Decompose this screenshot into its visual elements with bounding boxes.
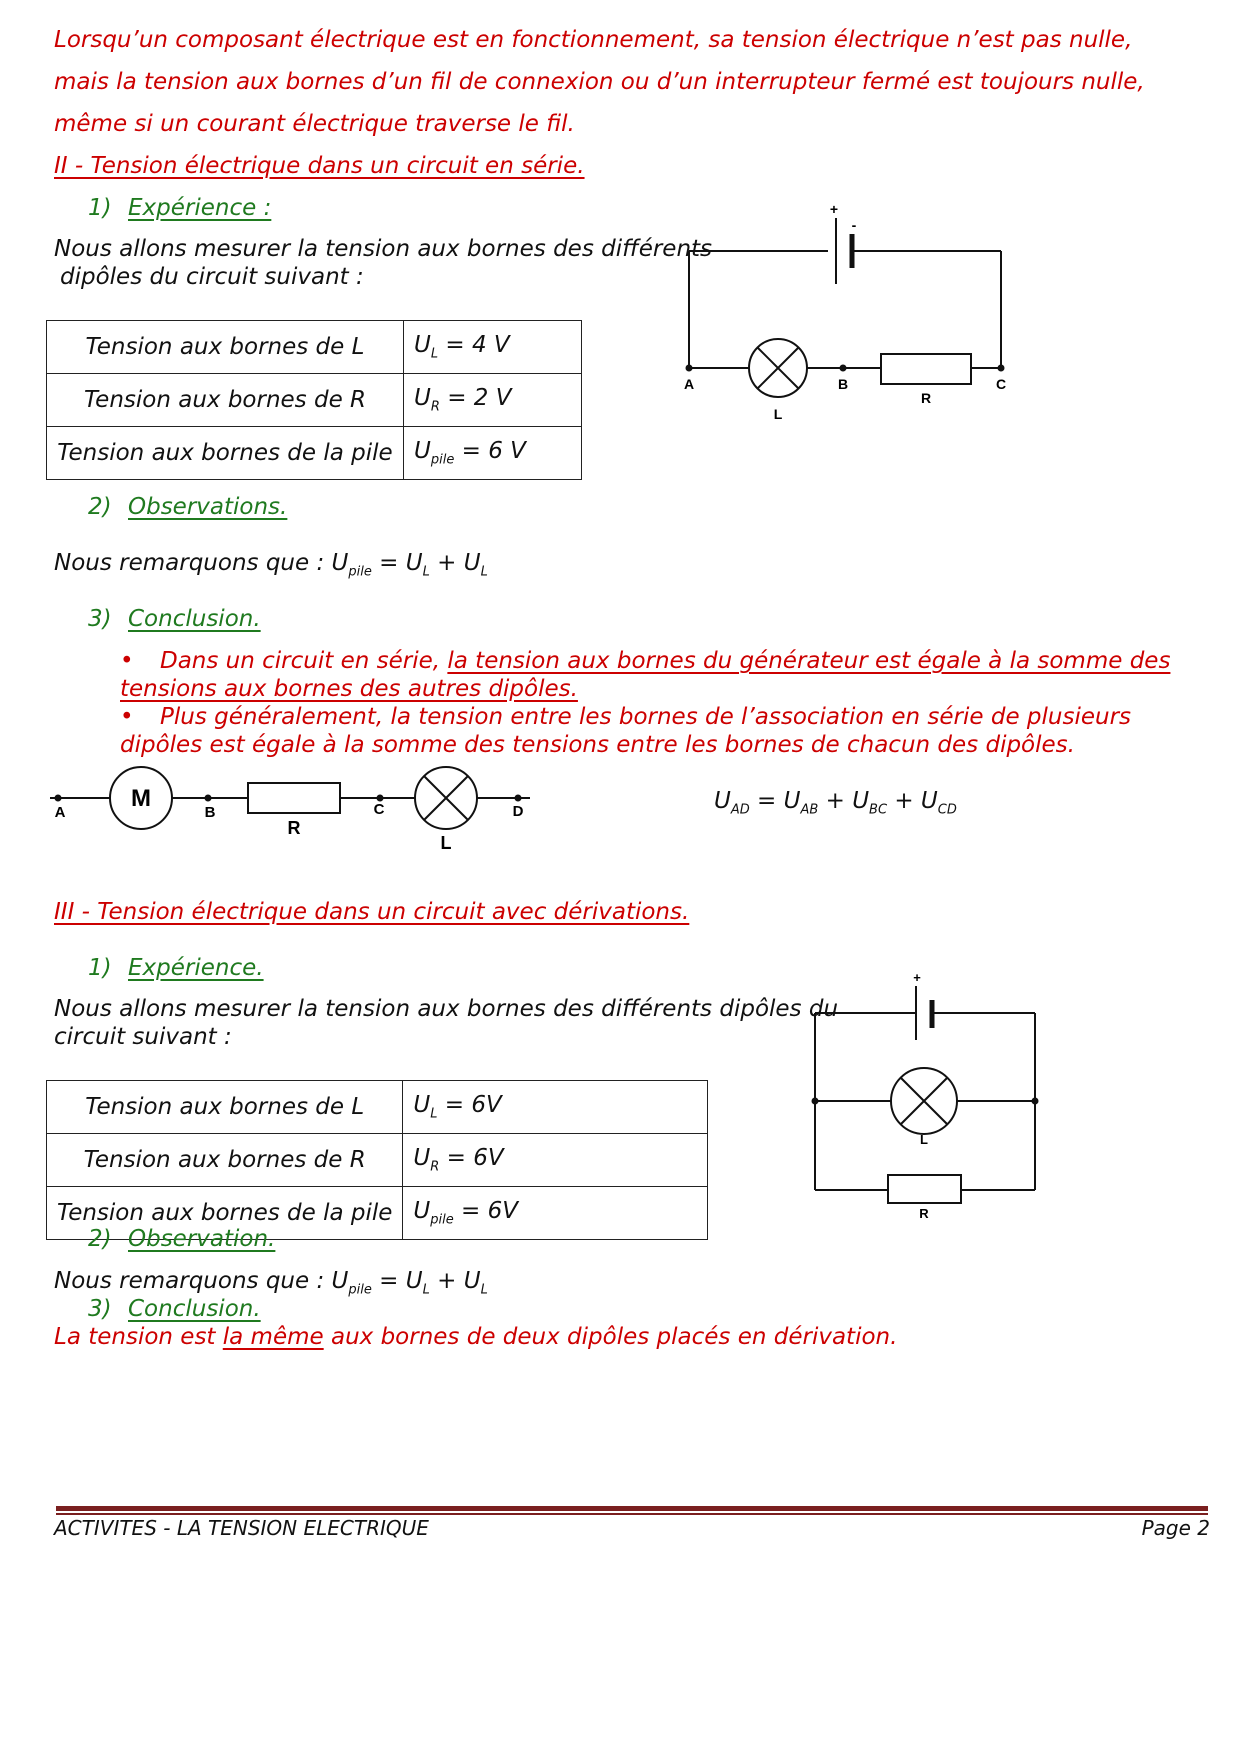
s2-observation-text: Nous remarquons que : $U_{pile} = U_L + U_L$ xyxy=(54,550,488,580)
s3-conclusion-text: La tension est la même aux bornes de deux dipôles placés en dérivation. xyxy=(54,1324,898,1350)
s2-exp-number: 1) xyxy=(88,195,112,221)
node-d xyxy=(515,795,522,802)
node-c xyxy=(998,365,1005,372)
s3-obs-number: 2) xyxy=(88,1226,112,1252)
intro-line-2: mais la tension aux bornes d’un fil de connexion ou d’un interrupteur fermé est toujours nulle, xyxy=(54,69,1145,95)
s3-exp-number: 1) xyxy=(88,955,112,981)
label-a: A xyxy=(54,804,66,821)
s3-exp-text-2: circuit suivant : xyxy=(54,1024,232,1050)
label-c: C xyxy=(373,801,385,818)
s2-conclusion-heading xyxy=(88,603,261,635)
table-cell-value: $U_L = 4$ V xyxy=(404,321,582,374)
footer-title: ACTIVITES - LA TENSION ELECTRIQUE xyxy=(54,1516,429,1540)
table-row xyxy=(47,374,582,427)
table-cell-label: Tension aux bornes de la pile xyxy=(47,427,404,480)
table-cell-label: Tension aux bornes de la pile xyxy=(47,1187,403,1240)
plus-label: + xyxy=(913,970,921,985)
s2-exp-text-2: dipôles du circuit suivant : xyxy=(60,264,364,290)
bullet-dot: • xyxy=(120,648,134,674)
node-left xyxy=(812,1098,819,1105)
s3-experience-heading xyxy=(88,952,264,984)
footer-rule-thick xyxy=(56,1506,1208,1511)
table-row xyxy=(47,1134,708,1187)
table-cell-value: $U_R = 2$ V xyxy=(404,374,582,427)
minus-label: - xyxy=(851,217,857,233)
s2-experience-heading xyxy=(88,192,271,224)
label-b: B xyxy=(204,804,216,821)
label-l: L xyxy=(773,406,783,422)
table-cell-label: Tension aux bornes de L xyxy=(47,321,404,374)
s3-obs-title: Observation. xyxy=(128,1226,276,1252)
series-circuit-diagram xyxy=(670,200,1030,430)
s3-concl-title: Conclusion. xyxy=(128,1296,261,1322)
label-l: L xyxy=(920,1132,928,1147)
lamp-symbol xyxy=(891,1068,957,1134)
s2-concl-title: Conclusion. xyxy=(128,606,261,632)
section-3-title: III - Tension électrique dans un circuit avec dérivations. xyxy=(54,899,690,925)
resistor-symbol xyxy=(881,354,971,384)
s2-exp-text-1: Nous allons mesurer la tension aux bornes des différents xyxy=(54,236,713,262)
label-b: B xyxy=(837,376,849,392)
table-cell-value: $U_{pile} = 6V$ xyxy=(403,1187,708,1240)
intro-line-3: même si un courant électrique traverse le fil. xyxy=(54,111,575,137)
label-r: R xyxy=(919,1206,929,1221)
intro-line-1: Lorsqu’un composant électrique est en fonctionnement, sa tension électrique n’est pas nulle, xyxy=(54,27,1133,53)
label-l: L xyxy=(440,833,452,853)
label-d: D xyxy=(512,803,524,820)
footer-page-number: Page 2 xyxy=(1141,1516,1210,1540)
s3-exp-title: Expérience. xyxy=(128,955,264,981)
s3-exp-text-1: Nous allons mesurer la tension aux bornes des différents dipôles du xyxy=(54,996,839,1022)
resistor-symbol xyxy=(888,1175,961,1203)
table-cell-value: $U_R = 6V$ xyxy=(403,1134,708,1187)
node-a xyxy=(55,795,62,802)
s2-obs-title: Observations. xyxy=(128,494,288,520)
s3-observation-text: Nous remarquons que : $U_{pile} = U_L + U_L$ xyxy=(54,1268,488,1298)
node-right xyxy=(1032,1098,1039,1105)
parallel-circuit-diagram xyxy=(800,968,1050,1228)
table-row xyxy=(47,427,582,480)
table-cell-label: Tension aux bornes de L xyxy=(47,1081,403,1134)
label-r: R xyxy=(920,390,932,406)
table-cell-label: Tension aux bornes de R xyxy=(47,374,404,427)
s2-observations-heading xyxy=(88,491,287,523)
plus-label: + xyxy=(829,201,839,217)
node-b xyxy=(205,795,212,802)
s2-tension-table xyxy=(46,320,582,480)
table-cell-value: $U_L = 6V$ xyxy=(403,1081,708,1134)
s2-bullet-2-cont: dipôles est égale à la somme des tensions entre les bornes de chacun des dipôles. xyxy=(120,732,1075,758)
table-cell-value: $U_{pile} = 6$ V xyxy=(404,427,582,480)
table-row xyxy=(47,1081,708,1134)
resistor-symbol xyxy=(248,783,340,813)
s3-tension-table xyxy=(46,1080,708,1240)
lamp-symbol xyxy=(415,767,477,829)
label-r: R xyxy=(287,818,301,838)
s3-observation-heading xyxy=(88,1223,275,1255)
node-b xyxy=(840,365,847,372)
section-2-title: II - Tension électrique dans un circuit en série. xyxy=(54,153,585,179)
s2-bullet-2: • Plus généralement, la tension entre les bornes de l’association en série de plusieurs xyxy=(120,701,1131,733)
s2-exp-title: Expérience : xyxy=(128,195,272,221)
footer-rule-thin xyxy=(56,1513,1208,1515)
s2-concl-number: 3) xyxy=(88,606,112,632)
node-a xyxy=(686,365,693,372)
s2-bullet-1-cont: tensions aux bornes des autres dipôles. xyxy=(120,676,578,702)
label-a: A xyxy=(683,376,695,392)
s3-concl-number: 3) xyxy=(88,1296,112,1322)
s2-obs-number: 2) xyxy=(88,494,112,520)
series-chain-diagram xyxy=(40,760,560,860)
label-c: C xyxy=(995,376,1007,392)
s2-bullet-1: • Dans un circuit en série, la tension aux bornes du générateur est égale à la somme des xyxy=(120,645,1170,677)
motor-label: M xyxy=(131,785,151,812)
table-cell-label: Tension aux bornes de R xyxy=(47,1134,403,1187)
series-sum-equation: $U_{AD} = U_{AB} + U_{BC} + U_{CD}$ xyxy=(714,788,957,818)
table-row xyxy=(47,321,582,374)
bullet-dot: • xyxy=(120,704,134,730)
lamp-symbol xyxy=(749,339,807,397)
